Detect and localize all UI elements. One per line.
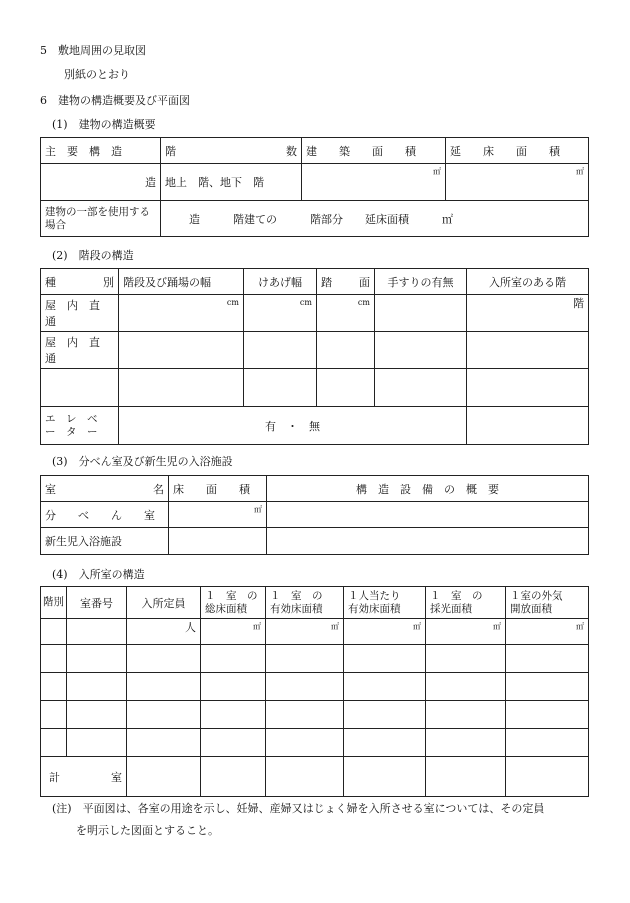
header-open-area-2: 開放面積 — [510, 602, 552, 615]
table-row — [41, 701, 589, 729]
delivery-bath-table — [40, 475, 589, 555]
cell[interactable] — [67, 645, 127, 673]
cm-unit: cm — [357, 298, 370, 307]
header-room-a: 室 — [45, 482, 56, 496]
delivery-overview-cell[interactable] — [267, 502, 589, 528]
building-area-cell[interactable] — [302, 164, 446, 201]
row-elevator: エ レ ベ ー タ ー — [41, 407, 119, 445]
cell[interactable] — [426, 701, 506, 729]
header-tread-b: 面 — [359, 275, 370, 289]
header-room-number: 室番号 — [67, 587, 127, 619]
header-room-name — [41, 476, 169, 502]
header-kind — [41, 269, 119, 295]
header-total-area-2: 総床面積 — [205, 602, 247, 615]
cell[interactable] — [127, 673, 201, 701]
header-effective-area-1: １ 室 の — [270, 589, 323, 602]
person-unit: 人 — [185, 621, 196, 634]
per-person-cell[interactable] — [344, 619, 426, 645]
rise-cell[interactable] — [244, 332, 317, 369]
total-row — [41, 757, 589, 797]
row-indoor-direct-1: 屋 内 直 通 — [41, 295, 119, 332]
m2-unit: ㎡ — [253, 622, 261, 631]
header-effective-area-2: 有効床面積 — [270, 602, 323, 615]
section-6-4-heading: (4) 入所室の構造 — [52, 568, 145, 581]
header-floor-area: 床 面 積 — [169, 476, 267, 502]
cell[interactable] — [127, 757, 201, 797]
tread-cell[interactable] — [317, 332, 375, 369]
stair-width-cell[interactable] — [119, 369, 244, 407]
header-stair-width: 階段及び踊場の幅 — [119, 269, 244, 295]
delivery-area-cell[interactable] — [169, 502, 267, 528]
effective-area-cell[interactable] — [266, 619, 344, 645]
cell[interactable] — [506, 645, 589, 673]
room-floor-cell[interactable] — [467, 332, 589, 369]
cell[interactable] — [41, 701, 67, 729]
cell[interactable] — [127, 701, 201, 729]
tread-cell[interactable] — [317, 295, 375, 332]
room-floor-cell[interactable] — [467, 369, 589, 407]
m2-unit: ㎡ — [254, 505, 262, 514]
cell[interactable] — [506, 673, 589, 701]
cell[interactable] — [426, 645, 506, 673]
cell[interactable] — [41, 729, 67, 757]
cell[interactable] — [127, 729, 201, 757]
section-6-heading: 6 建物の構造概要及び平面図 — [40, 94, 190, 107]
total-label-a: 計 — [49, 770, 60, 784]
header-rise: けあげ幅 — [244, 269, 317, 295]
cm-unit: cm — [226, 298, 239, 307]
m2-unit: ㎡ — [493, 622, 501, 631]
note-line-1: (注) 平面図は、各室の用途を示し、妊婦、産婦又はじょく婦を入所させる室については、その定員 — [52, 802, 545, 815]
room-number-cell[interactable] — [67, 619, 127, 645]
room-floor-cell[interactable] — [467, 295, 589, 332]
note-line-2: を明示した図面とすること。 — [76, 824, 219, 837]
floors-cell[interactable]: 地上 階、地下 階 — [161, 164, 302, 201]
header-total-area — [201, 587, 266, 619]
main-structure-cell[interactable]: 造 — [41, 164, 161, 201]
m2-unit: ㎡ — [576, 622, 584, 631]
cell[interactable] — [41, 645, 67, 673]
header-handrail: 手すりの有無 — [375, 269, 467, 295]
total-label-b: 室 — [111, 770, 122, 784]
header-floor: 階別 — [41, 587, 67, 619]
header-total-floor-area: 延 床 面 積 — [446, 138, 589, 164]
cell[interactable] — [41, 673, 67, 701]
row-indoor-direct-2: 屋 内 直 通 — [41, 332, 119, 369]
row-newborn-bath: 新生児入浴施設 — [41, 528, 169, 555]
cell[interactable] — [201, 757, 266, 797]
total-area-cell[interactable] — [201, 619, 266, 645]
header-kind-a: 種 — [45, 275, 56, 289]
partial-use-label: 建物の一部を使用する場合 — [41, 201, 161, 237]
cell[interactable] — [67, 701, 127, 729]
cell[interactable] — [344, 757, 426, 797]
header-tread — [317, 269, 375, 295]
header-floors — [161, 138, 302, 164]
cell[interactable] — [344, 645, 426, 673]
handrail-cell[interactable] — [375, 369, 467, 407]
partial-use-value[interactable]: 造 階建ての 階部分 延床面積 ㎡ — [161, 201, 589, 237]
cell[interactable] — [127, 645, 201, 673]
row-blank[interactable] — [41, 369, 119, 407]
m2-unit: ㎡ — [433, 167, 441, 176]
cell[interactable] — [426, 673, 506, 701]
header-structure-overview: 構 造 設 備 の 概 要 — [267, 476, 589, 502]
cell[interactable] — [266, 673, 344, 701]
cell[interactable] — [201, 673, 266, 701]
capacity-cell[interactable] — [127, 619, 201, 645]
header-capacity: 入所定員 — [127, 587, 201, 619]
cell[interactable] — [506, 701, 589, 729]
header-building-area: 建 築 面 積 — [302, 138, 446, 164]
rooms-table — [40, 586, 589, 797]
header-tread-a: 踏 — [321, 275, 332, 289]
cell[interactable] — [266, 757, 344, 797]
bath-overview-cell[interactable] — [267, 528, 589, 555]
section-5-body: 別紙のとおり — [64, 68, 130, 81]
rise-cell[interactable] — [244, 369, 317, 407]
cell[interactable] — [344, 701, 426, 729]
header-open-area-1: １室の外気 — [510, 589, 563, 602]
header-main-structure: 主 要 構 造 — [41, 138, 161, 164]
header-per-person-1: １人当たり — [348, 589, 401, 602]
header-floors-a: 階 — [165, 144, 176, 158]
table-row — [41, 729, 589, 757]
stair-width-cell[interactable] — [119, 295, 244, 332]
cell[interactable] — [266, 701, 344, 729]
stair-width-cell[interactable] — [119, 332, 244, 369]
cell[interactable] — [344, 673, 426, 701]
floor-unit: 階 — [573, 297, 584, 310]
section-6-3-heading: (3) 分べん室及び新生児の入浴施設 — [52, 455, 233, 468]
cell[interactable] — [201, 729, 266, 757]
building-structure-table — [40, 137, 589, 237]
section-5-heading: 5 敷地周囲の見取図 — [40, 44, 146, 57]
cell[interactable] — [506, 757, 589, 797]
header-floors-b: 数 — [286, 144, 297, 158]
tread-cell[interactable] — [317, 369, 375, 407]
open-area-cell[interactable] — [506, 619, 589, 645]
bath-area-cell[interactable] — [169, 528, 267, 555]
floor-cell[interactable] — [41, 619, 67, 645]
m2-unit: ㎡ — [413, 622, 421, 631]
cell[interactable] — [426, 729, 506, 757]
cm-unit: cm — [299, 298, 312, 307]
header-per-person-2: 有効床面積 — [348, 602, 401, 615]
cell[interactable] — [506, 729, 589, 757]
cell[interactable] — [266, 645, 344, 673]
cell[interactable] — [426, 757, 506, 797]
header-total-area-1: １ 室 の — [205, 589, 258, 602]
cell[interactable] — [201, 701, 266, 729]
rise-cell[interactable] — [244, 295, 317, 332]
header-light-area-1: １ 室 の — [430, 589, 483, 602]
elevator-yes-no[interactable]: 有 ・ 無 — [119, 407, 467, 445]
handrail-cell[interactable] — [375, 332, 467, 369]
handrail-cell[interactable] — [375, 295, 467, 332]
cell[interactable] — [344, 729, 426, 757]
header-room-b: 名 — [153, 482, 164, 496]
header-room-floor: 入所室のある階 — [467, 269, 589, 295]
header-effective-area — [266, 587, 344, 619]
total-rooms-cell[interactable] — [41, 757, 127, 797]
section-6-1-heading: (1) 建物の構造概要 — [52, 118, 156, 131]
row-delivery-room: 分 べ ん 室 — [41, 502, 169, 528]
cell[interactable] — [67, 673, 127, 701]
m2-unit: ㎡ — [576, 167, 584, 176]
header-kind-b: 別 — [103, 275, 114, 289]
header-light-area-2: 採光面積 — [430, 602, 472, 615]
table-row — [41, 645, 589, 673]
elevator-floor-cell[interactable] — [467, 407, 589, 445]
light-area-cell[interactable] — [426, 619, 506, 645]
table-row — [41, 619, 589, 645]
header-per-person — [344, 587, 426, 619]
m2-unit: ㎡ — [331, 622, 339, 631]
header-light-area — [426, 587, 506, 619]
total-floor-area-cell[interactable] — [446, 164, 589, 201]
table-row — [41, 673, 589, 701]
stairs-table — [40, 268, 589, 445]
cell[interactable] — [266, 729, 344, 757]
section-6-2-heading: (2) 階段の構造 — [52, 249, 134, 262]
header-open-area — [506, 587, 589, 619]
cell[interactable] — [201, 645, 266, 673]
cell[interactable] — [67, 729, 127, 757]
